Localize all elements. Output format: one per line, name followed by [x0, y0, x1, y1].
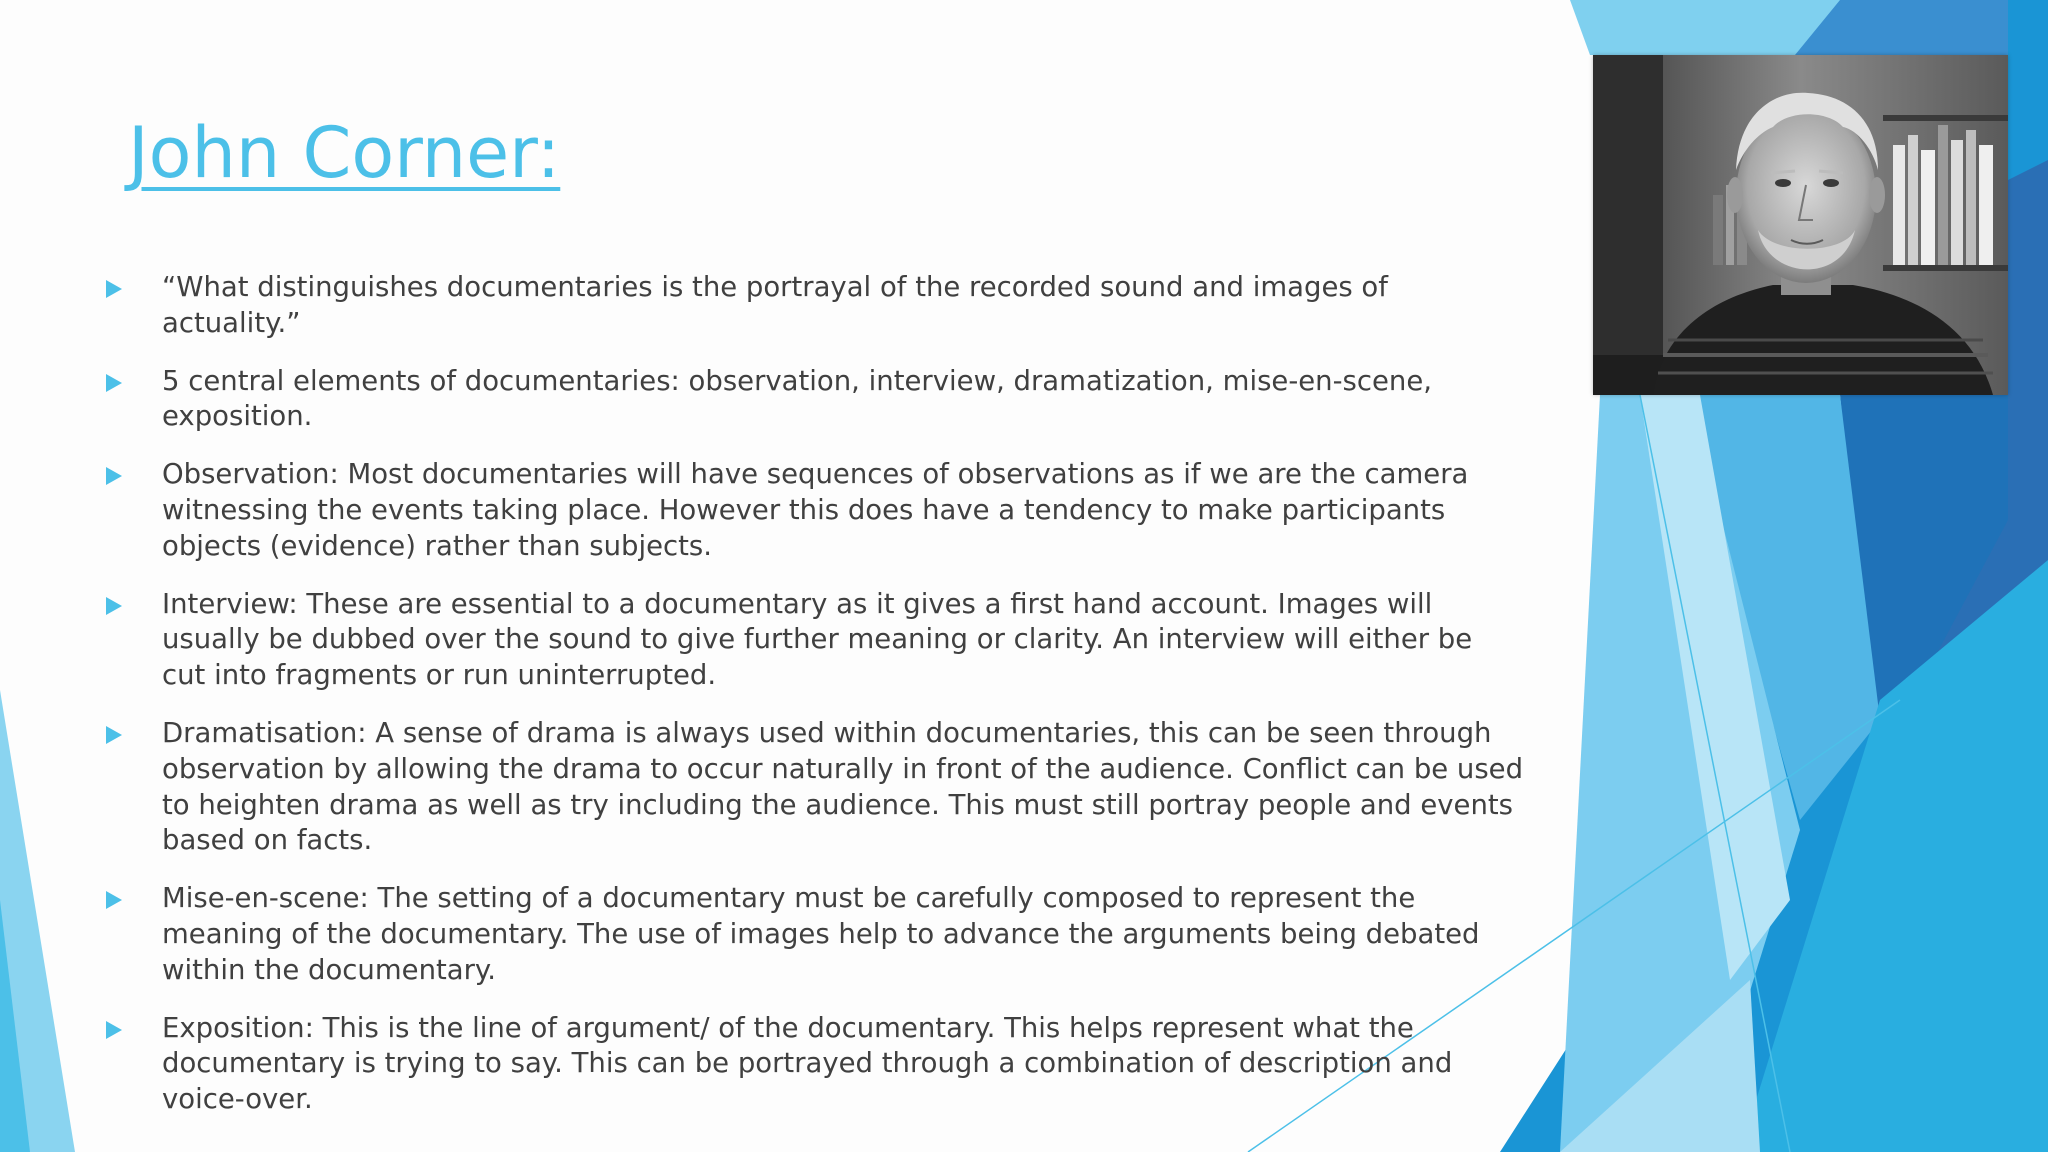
portrait-image — [1593, 55, 2008, 395]
slide-title[interactable]: John Corner: — [128, 112, 561, 194]
triangle-right-icon — [106, 726, 122, 744]
triangle-right-icon — [106, 1021, 122, 1039]
bullet-item — [104, 716, 1524, 859]
portrait-photo — [1593, 55, 2008, 395]
bullet-text: Exposition: This is the line of argument/ of the documentary. This helps represent what the documentary is trying to say. This can be portrayed through a combination of description and voice-over. — [162, 1011, 1453, 1116]
triangle-right-icon — [106, 891, 122, 909]
bullet-text: Dramatisation: A sense of drama is always used within documentaries, this can be seen through observation by allowing the drama to occur naturally in front of the audience. Conflict can be used to heighten drama as well as try including the audience. This must still portray people and events based on facts. — [162, 716, 1524, 857]
bullet-item — [104, 270, 1524, 342]
bullet-item — [104, 364, 1524, 436]
bullet-list — [104, 270, 1524, 1140]
triangle-right-icon — [106, 467, 122, 485]
bullet-text: 5 central elements of documentaries: observation, interview, dramatization, mise-en-scene, exposition. — [162, 364, 1432, 433]
bullet-item — [104, 881, 1524, 988]
bullet-item — [104, 587, 1524, 694]
bullet-item — [104, 1011, 1524, 1118]
bullet-text: “What distinguishes documentaries is the portrayal of the recorded sound and images of actuality.” — [162, 271, 1388, 339]
triangle-right-icon — [106, 597, 122, 615]
bullet-item — [104, 457, 1524, 564]
triangle-right-icon — [106, 374, 122, 392]
bullet-text: Mise-en-scene: The setting of a documentary must be carefully composed to represent the meaning of the documentary. The use of images help to advance the arguments being debated within the documentary. — [162, 882, 1480, 986]
bullet-text: Observation: Most documentaries will have sequences of observations as if we are the camera witnessing the events taking place. However this does have a tendency to make participants objects (evidence) rather than subjects. — [162, 458, 1469, 562]
bullet-text: Interview: These are essential to a documentary as it gives a first hand account. Images will usually be dubbed over the sound to give further meaning or clarity. An interview will either be cut into fragments or run uninterrupted. — [162, 587, 1473, 692]
triangle-right-icon — [106, 280, 122, 298]
